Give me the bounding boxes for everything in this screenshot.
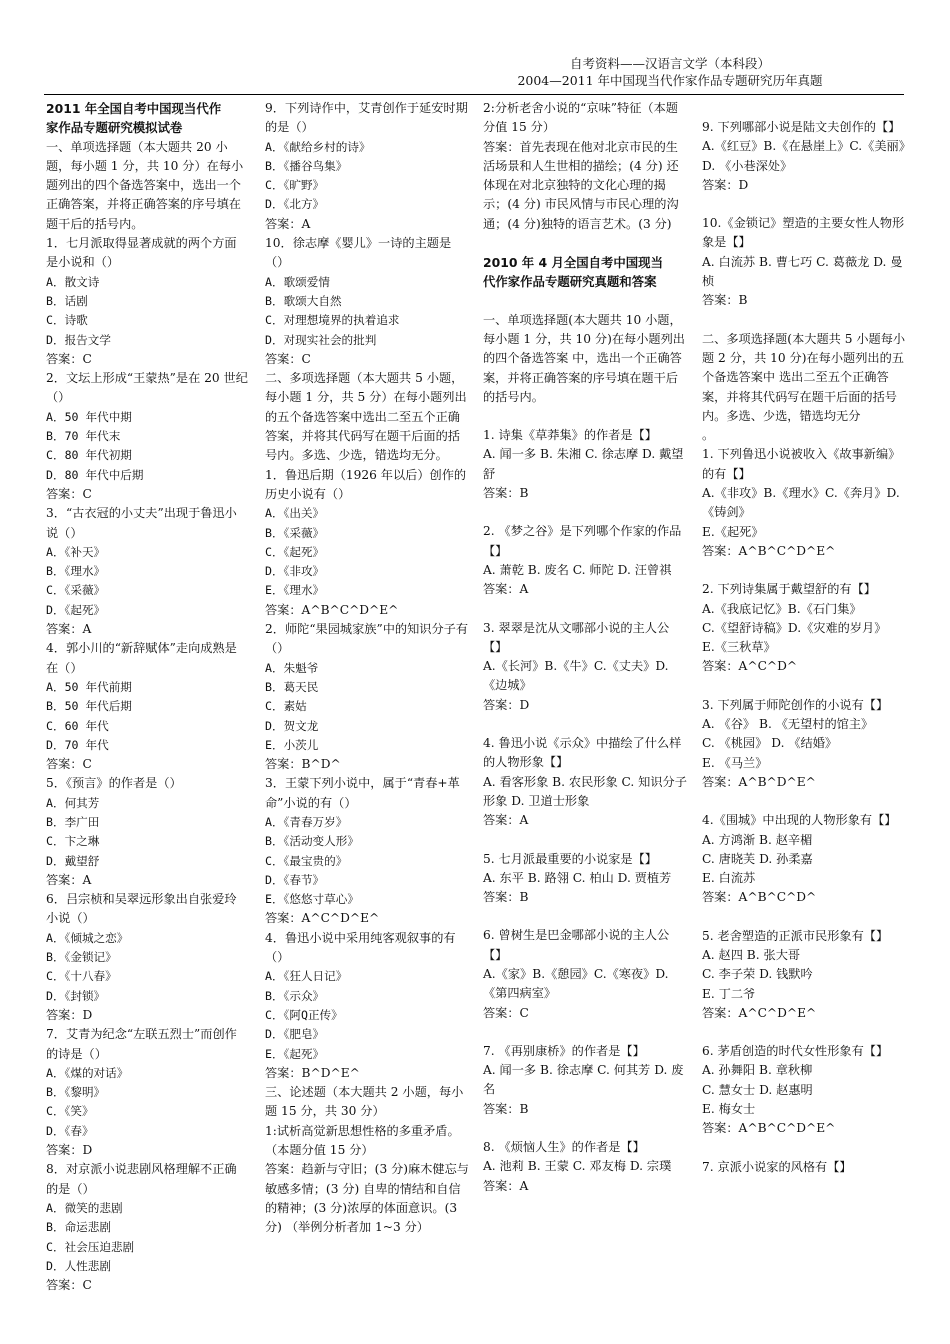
answer: 答案：A [483,813,529,828]
option: B．《金锁记》 [46,950,117,965]
option-line: C.《望舒诗稿》D.《灾难的岁月》 [702,620,887,635]
option: C．诗歌 [46,313,88,328]
question: 7. 《再别康桥》的作者是【】 [483,1043,645,1058]
answer: 答案：A [265,216,311,231]
option-line: A. 闻一多 B. 徐志摩 C. 何其芳 D. 废名 [483,1063,684,1097]
answer: 答案：A^C^D^E^ [265,911,380,926]
option: D．戴望舒 [46,853,100,868]
option-line: A.《长河》B.《牛》C.《丈夫》D.《边城》 [483,659,669,693]
option: D．《北方》 [265,197,325,212]
punctuation: 。 [702,428,715,443]
header-line-1: 自考资料——汉语言文学（本科段） [569,56,770,71]
section-heading: 三、论述题（本大题共 2 小题，每小题 15 分，共 30 分） [265,1085,464,1119]
question: 9．下列诗作中，艾青创作于延安时期的是（） [265,101,468,135]
option: B．《采薇》 [265,525,325,540]
option-line: C. 慧女士 D. 赵惠明 [702,1082,813,1097]
column-4 [702,99,906,1177]
question: 3．王蒙下列小说中，属于“青春+革命”小说的有（） [265,776,460,810]
answer: 答案：A^B^C^D^E^ [702,1121,836,1136]
question: 1. 下列鲁迅小说被收入《故事新编》的有【】 [702,447,901,481]
option: C．《起死》 [265,544,325,559]
exam-title-cont: 家作品专题研究模拟试卷 [46,120,183,136]
answer: 答案：B^D^ [265,757,341,772]
exam-title: 2011 年全国自考中国现当代作 [46,101,222,116]
question: 1．七月派取得显著成就的两个方面是小说和（） [46,236,237,270]
answer: 答案：D [46,1143,93,1158]
option: C．60 年代 [46,718,109,733]
question: 7. 京派小说家的风格有【】 [702,1159,852,1174]
answer: 答案：A^C^D^ [702,659,798,674]
option-line: E. 梅女士 [702,1102,756,1117]
option-line: C. 唐晓芙 D. 孙柔嘉 [702,851,813,866]
option-line: A. 方鸿渐 B. 赵辛楣 [702,832,813,847]
option: C．《采薇》 [46,583,106,598]
option: B．70 年代末 [46,429,121,444]
answer: 答案：B [702,293,748,308]
answer: 答案：首先表现在他对北京市民的生活场景和人生世相的描绘；(4 分) 还体现在对北京独特的文化心理的揭示；(4 分) 市民风情与市民心理的沟通；(4 分)独特的语言艺术。(3 分) [483,139,679,231]
option: B．《活动变人形》 [265,834,359,849]
option: E．《起死》 [265,1046,325,1061]
question: 5．《预言》的作者是（） [46,776,182,791]
option-line: A.《非攻》B.《理水》C.《奔月》D.《铸剑》 [702,486,900,520]
option-line: A. 孙舞阳 B. 章秋柳 [702,1063,813,1078]
question: 2. 下列诗集属于戴望舒的有【】 [702,582,876,597]
question: 10．徐志摩《婴儿》一诗的主题是（） [265,236,452,270]
answer: 答案：C [46,486,92,501]
answer: 答案：A^B^D^E^ [702,774,816,789]
answer: 答案：C [265,351,311,366]
answer: 答案：A^B^C^D^E^ [702,543,836,558]
answer: 答案：C [46,1278,92,1293]
option-line: A.《家》B.《憩园》C.《寒夜》D.《第四病室》 [483,966,669,1001]
option: B．50 年代后期 [46,699,132,714]
question: 7．艾青为纪念“左联五烈士”而创作的诗是（） [46,1027,237,1061]
answer: 答案：D [483,697,530,712]
essay-question: 1:试析高觉新思想性格的多重矛盾。（本题分值 15 分） [265,1123,460,1158]
question: 2. 《梦之谷》是下列哪个作家的作品【】 [483,524,682,558]
option: B．葛天民 [265,679,319,694]
option-line: E. 丁二爷 [702,986,756,1001]
option-line: C. 李子荣 D. 钱默吟 [702,967,813,982]
option: C．素姑 [265,699,307,714]
answer: 答案：B [483,486,529,501]
answer: 答案：B [483,890,529,905]
question: 10.《金锁记》塑造的主要女性人物形象是【】 [702,216,905,250]
option: C．《阿Q正传》 [265,1007,343,1022]
option: D．《肥皂》 [265,1027,325,1042]
option: B．《示众》 [265,988,325,1003]
answer: 答案：B [483,1101,529,1116]
option: C．社会压迫悲剧 [46,1239,135,1254]
option: D．贺文龙 [265,718,319,733]
question: 1．鲁迅后期（1926 年以后）创作的历史小说有（） [265,467,467,501]
option: B．《黎明》 [46,1085,106,1100]
answer: 答案：A^C^D^E^ [702,1005,817,1020]
answer: 答案：A [483,1178,529,1193]
option-line: E.《三秋草》 [702,640,776,655]
option-line: A. 东平 B. 路翎 C. 柏山 D. 贾植芳 [483,870,672,885]
option: A．50 年代前期 [46,679,132,694]
section-heading: 二、多项选择题（本大题共 5 小题，每小题 1 分，共 5 分）在每小题列出的五个备选答案中选出二至五个正确答案，并将其代码写在题干后面的括号内。多选、少选，错选均无分。 [265,371,467,463]
option-line: A. 闻一多 B. 朱湘 C. 徐志摩 D. 戴望舒 [483,447,684,481]
column-1 [46,99,248,1295]
option: B．命运悲剧 [46,1220,111,1235]
answer: 答案：A [46,622,92,637]
column-2 [265,99,469,1238]
option-line: A. 萧乾 B. 废名 C. 师陀 D. 汪曾祺 [483,562,672,577]
option: C．80 年代初期 [46,448,132,463]
question: 6. 曾树生是巴金哪部小说的主人公【】 [483,928,670,962]
question: 5. 老舍塑造的正派市民形象有【】 [702,928,889,943]
answer: 答案：A^B^C^D^ [702,890,817,905]
option: D．《起死》 [46,602,106,617]
option: B．李广田 [46,814,100,829]
question: 5. 七月派最重要的小说家是【】 [483,851,657,866]
option: C．《最宝贵的》 [265,853,348,868]
option: B．话剧 [46,293,88,308]
answer: 答案：B^D^E^ [265,1065,360,1080]
option-line: C. 《桃园》 D. 《结婚》 [702,736,838,751]
option-line: A. 池莉 B. 王蒙 C. 邓友梅 D. 宗璞 [483,1159,672,1174]
exam-title-cont: 代作家作品专题研究真题和答案 [483,274,657,290]
option-line: A. 白流苏 B. 曹七巧 C. 葛薇龙 D. 曼桢 [702,254,903,289]
question: 8. 《烦恼人生》的作者是【】 [483,1140,645,1155]
question: 2．师陀“果园城家族”中的知识分子有（） [265,622,469,656]
option: B．《理水》 [46,564,106,579]
answer: 答案：D [702,177,749,192]
option: C．卞之琳 [46,834,100,849]
question: 6．吕宗桢和吴翠远形象出自张爱玲小说（） [46,892,237,926]
option-line: E.《起死》 [702,524,764,539]
question: 4.《围城》中出现的人物形象有【】 [702,813,897,828]
header-line-2: 2004—2011 年中国现当代作家作品专题研究历年真题 [517,73,823,88]
question: 4. 鲁迅小说《示众》中描绘了什么样的人物形象【】 [483,736,682,770]
question: 4．鲁迅小说中采用纯客观叙事的有（） [265,930,456,965]
option: A．朱魁爷 [265,660,319,675]
option: C．《旷野》 [265,178,325,193]
option: A．歌颂爱情 [265,274,330,289]
option: E．《理水》 [265,583,325,598]
question: 8．对京派小说悲剧风格理解不正确的是（） [46,1162,237,1196]
option-line: E. 《马兰》 [702,755,768,770]
exam-title: 2010 年 4 月全国自考中国现当 [483,255,663,271]
option-line: E. 白流苏 [702,871,756,886]
answer: 答案：C [46,757,92,772]
option: D．70 年代 [46,737,109,752]
option: D．对现实社会的批判 [265,332,377,347]
question: 6. 茅盾创造的时代女性形象有【】 [702,1044,889,1059]
option: D．《春》 [46,1123,94,1138]
option: D．80 年代中后期 [46,467,144,482]
option: E．小茨儿 [265,737,319,752]
question: 3. 下列属于师陀创作的小说有【】 [702,697,889,712]
question: 4．郭小川的“新辞赋体”走向成熟是在（） [46,641,237,675]
question: 3．“古衣冠的小丈夫”出现于鲁迅小说（） [46,506,237,540]
option: E．《悠悠寸草心》 [265,892,359,907]
essay-question: 2:分析老舍小说的“京味”特征（本题分值 15 分） [483,101,678,135]
option: D．人性悲剧 [46,1258,111,1273]
answer: 答案：A [46,872,92,887]
section-heading: 一、单项选择题(本大题共 10 小题，每小题 1 分，共 10 分)在每小题列出的四个备选答案 中，选出一个正确答案，并将正确答案的序号填在题干后的括号内。 [483,312,685,404]
option-line: A.《红豆》B.《在悬崖上》C.《美丽》D. 《小巷深处》 [702,139,905,173]
option: A．《青春万岁》 [265,814,348,829]
option: D．《封锁》 [46,988,106,1003]
option: C．《十八春》 [46,969,117,984]
option-line: A. 赵四 B. 张大哥 [702,947,801,962]
page-header [440,55,900,89]
answer: 答案：A [483,582,529,597]
option: A．50 年代中期 [46,409,132,424]
column-3 [483,99,687,1196]
option: A．《出关》 [265,506,325,521]
option: D．《非攻》 [265,564,325,579]
question: 2．文坛上形成“王蒙热”是在 20 世纪（） [46,371,248,405]
question: 9. 下列哪部小说是陆文夫创作的【】 [702,120,901,134]
option: A．微笑的悲剧 [46,1200,123,1215]
option: D．报告文学 [46,332,111,347]
answer: 答案：C [483,1005,529,1020]
option: B．歌颂大自然 [265,293,342,308]
option: C．对理想境界的执着追求 [265,313,400,328]
answer: 答案：A^B^C^D^E^ [265,602,399,617]
option-line: A. 看客形象 B. 农民形象 C. 知识分子形象 D. 卫道士形象 [483,774,687,808]
option: D．《春节》 [265,872,325,887]
question: 3. 翠翠是沈从文哪部小说的主人公【】 [483,620,670,654]
section-heading: 一、单项选择题（本大题共 20 小题，每小题 1 分，共 10 分）在每小题列出的四个备选答案中，选出一个正确答案，并将正确答案的序号填在题干后的括号内。 [46,139,244,231]
option: A．《补天》 [46,544,106,559]
section-heading: 二、多项选择题(本大题共 5 小题每小题 2 分，共 10 分)在每小题列出的五个备选答案中 选出二至五个正确答案，并将其代码写在题干后面的括号内。多选、少选，错选均无分 [702,331,906,423]
option-line: A. 《谷》 B. 《无望村的馆主》 [702,717,874,732]
header-rule [44,94,904,95]
option: B．《播谷鸟集》 [265,158,348,173]
question: 1. 诗集《草莽集》的作者是【】 [483,428,657,443]
option: A．《倾城之恋》 [46,930,129,945]
answer: 答案：D [46,1007,93,1022]
option: A．《煤的对话》 [46,1065,129,1080]
answer: 答案：C [46,351,92,366]
option: A．何其芳 [46,795,100,810]
option-line: A.《我底记忆》B.《石门集》 [702,601,862,616]
option: C．《笑》 [46,1104,94,1119]
option: A．《献给乡村的诗》 [265,139,371,154]
option: A．《狂人日记》 [265,969,348,984]
answer: 答案：趋新与守旧；(3 分)麻木健忘与敏感多情；(3 分) 自卑的情结和自信的精神；(3 分)浓厚的体面意识。(3 分) （举例分析者加 1~3 分） [265,1162,469,1235]
option: A．散文诗 [46,274,100,289]
